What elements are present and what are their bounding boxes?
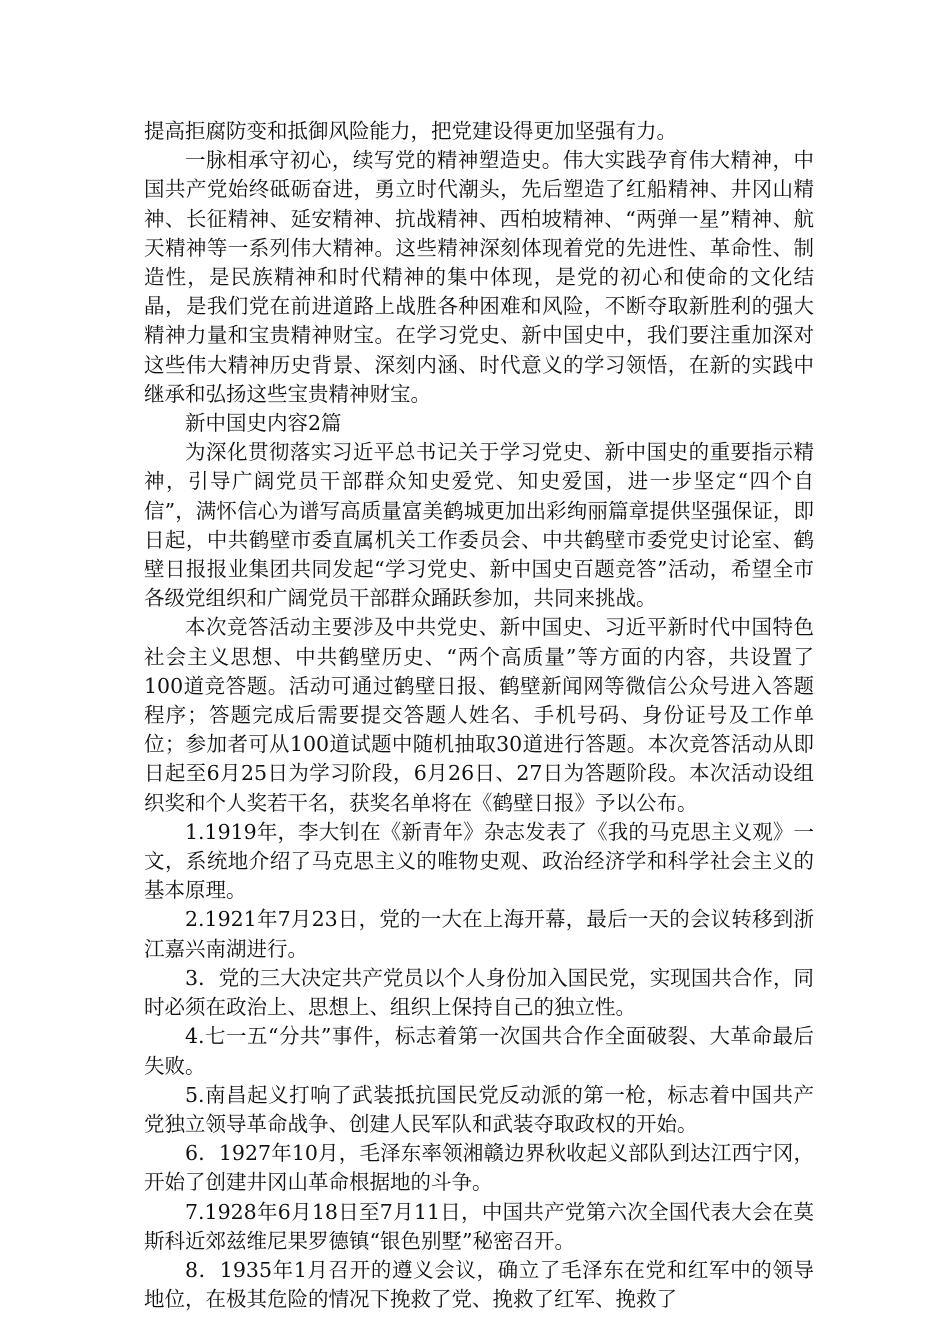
list-item-5: 5.南昌起义打响了武装抵抗国民党反动派的第一枪，标志着中国共产党独立领导革命战争、创建人民军队和武装夺取政权的开始。: [144, 1082, 814, 1136]
document-page: [144, 117, 814, 1314]
paragraph-activity: 本次竞答活动主要涉及中共党史、新中国史、习近平新时代中国特色社会主义思想、中共鹤壁历史、“两个高质量”等方面的内容，共设置了100道竞答题。活动可通过鹤壁日报、鹤壁新闻网等微信公众号进入答题程序；答题完成后需要提交答题人姓名、手机号码、身份证号及工作单位；参加者可从100道试题中随机抽取30道进行答题。本次竞答活动从即日起至6月25日为学习阶段，6月26日、27日为答题阶段。本次活动设组织奖和个人奖若干名，获奖名单将在《鹤壁日报》予以公布。: [144, 615, 814, 815]
paragraph-continuation: 提高拒腐防变和抵御风险能力，把党建设得更加坚强有力。: [144, 119, 677, 143]
paragraph-intro: 为深化贯彻落实习近平总书记关于学习党史、新中国史的重要指示精神，引导广阔党员干部群众知史爱党、知史爱国，进一步坚定“四个自信”，满怀信心为谱写高质量富美鹤城更加出彩绚丽篇章提供坚强保证，即日起，中共鹤壁市委直属机关工作委员会、中共鹤壁市委党史讨论室、鹤壁日报报业集团共同发起“学习党史、新中国史百题竞答”活动，希望全市各级党组织和广阔党员干部群众踊跃参加，共同来挑战。: [144, 440, 814, 611]
list-item-8: 8．1935年1月召开的遵义会议，确立了毛泽东在党和红军中的领导地位，在极其危险的情况下挽救了党、挽救了红军、挽救了: [144, 1257, 814, 1312]
list-item-1: 1.1919年，李大钊在《新青年》杂志发表了《我的马克思主义观》一文，系统地介绍了马克思主义的唯物史观、政治经济学和科学社会主义的基本原理。: [144, 819, 814, 903]
section-heading: 新中国史内容2篇: [185, 411, 342, 436]
list-item-2: 2.1921年7月23日，党的一大在上海开幕，最后一天的会议转移到浙江嘉兴南湖进行。: [144, 907, 814, 961]
list-item-7: 7.1928年6月18日至7月11日，中国共产党第六次全国代表大会在莫斯科近郊兹维尼果罗德镇“银色别墅”秘密召开。: [144, 1199, 814, 1253]
list-item-3: 3．党的三大决定共产党员以个人身份加入国民党，实现国共合作，同时必须在政治上、思想上、组织上保持自己的独立性。: [144, 965, 814, 1020]
list-item-4: 4.七一五“分共”事件，标志着第一次国共合作全面破裂、大革命最后失败。: [144, 1024, 814, 1078]
paragraph-spirit-history: 一脉相承守初心，续写党的精神塑造史。伟大实践孕育伟大精神，中国共产党始终砥砺奋进，勇立时代潮头，先后塑造了红船精神、井冈山精神、长征精神、延安精神、抗战精神、西柏坡精神、“两弹一星”精神、航天精神等一系列伟大精神。这些精神深刻体现着党的先进性、革命性、制造性，是民族精神和时代精神的集中体现，是党的初心和使命的文化结晶，是我们党在前进道路上战胜各种困难和风险，不断夺取新胜利的强大精神力量和宝贵精神财宝。在学习党史、新中国史中，我们要注重加深对这些伟大精神历史背景、深刻内涵、时代意义的学习领悟，在新的实践中继承和弘扬这些宝贵精神财宝。: [144, 148, 814, 406]
list-item-6: 6．1927年10月，毛泽东率领湘赣边界秋收起义部队到达江西宁冈，开始了创建井冈山革命根据地的斗争。: [144, 1141, 814, 1195]
